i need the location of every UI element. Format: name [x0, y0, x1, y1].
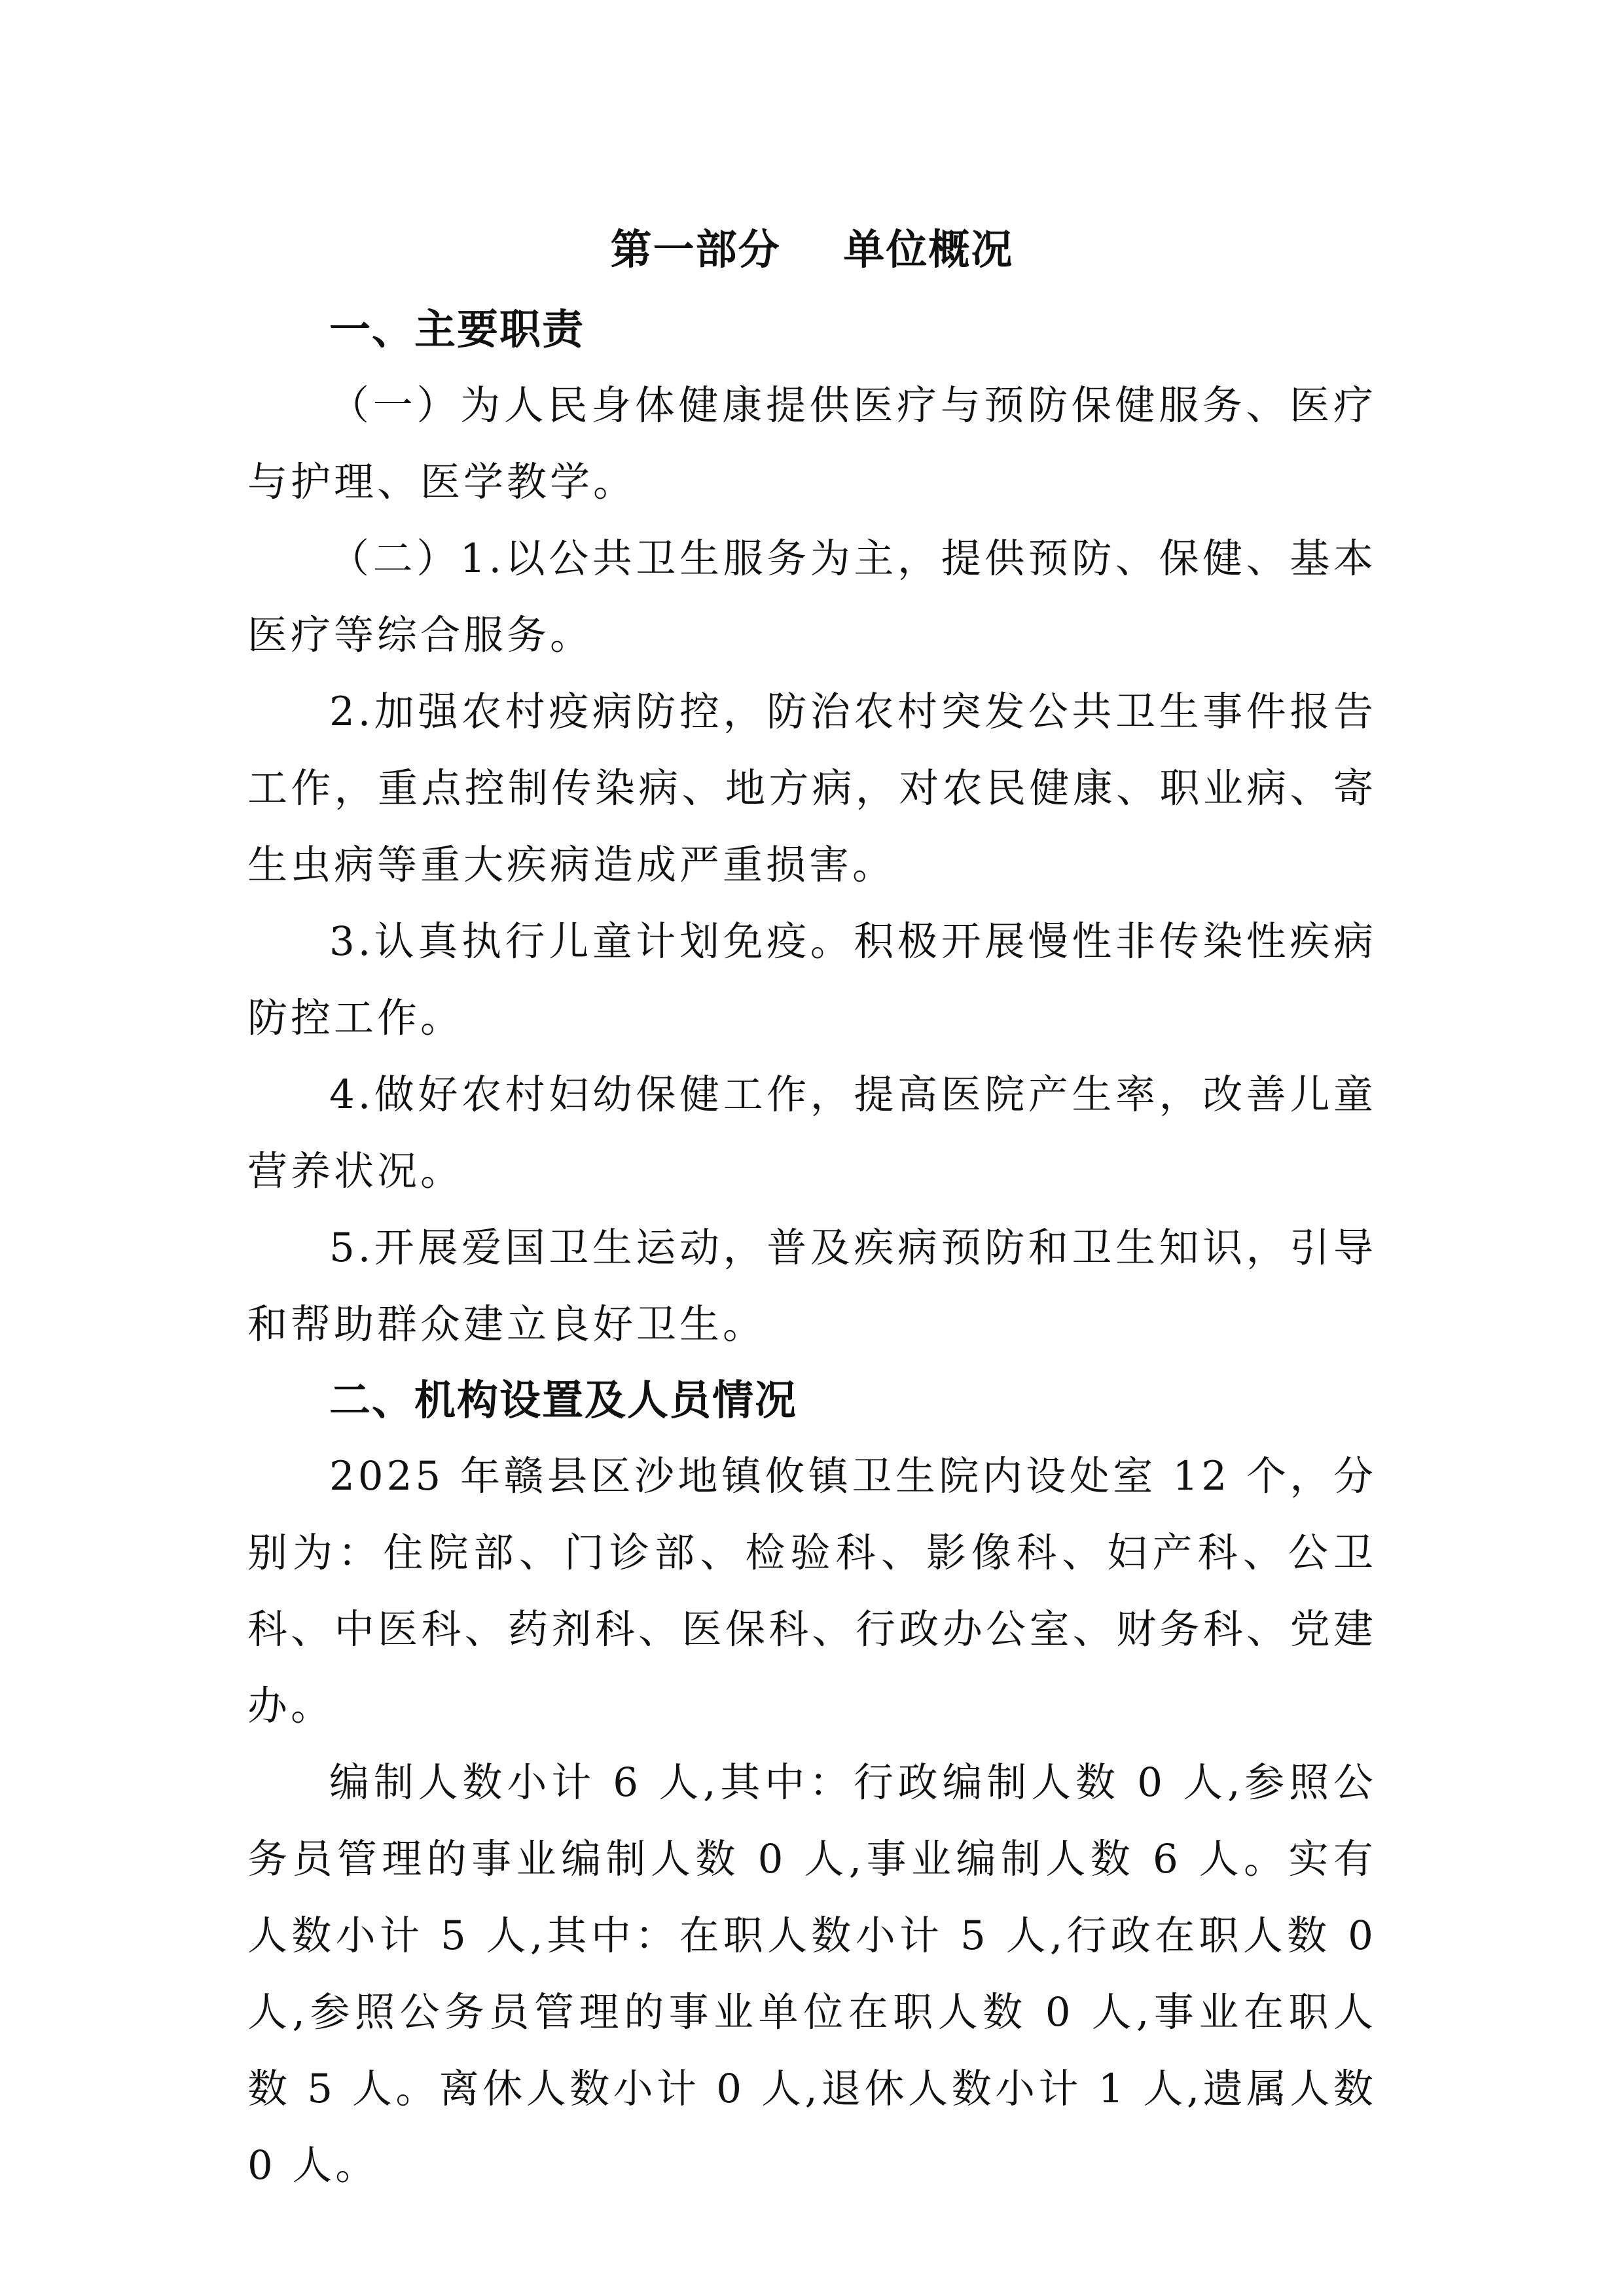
- paragraph-duty-1: （一）为人民身体健康提供医疗与预防保健服务、医疗与护理、医学教学。: [247, 382, 1377, 505]
- paragraph-departments: 2025 年赣县区沙地镇攸镇卫生院内设处室 12 个，分别为：住院部、门诊部、检验科、影像科、妇产科、公卫科、中医科、药剂科、医保科、行政办公室、财务科、党建办。: [247, 1453, 1377, 1729]
- page-title: 第一部分 单位概况: [610, 226, 1014, 274]
- section-heading-organization: 二、机构设置及人员情况: [329, 1376, 797, 1424]
- section-heading-main-duties: 一、主要职责: [329, 306, 585, 353]
- paragraph-duty-2-1: （二）1.以公共卫生服务为主，提供预防、保健、基本医疗等综合服务。: [247, 535, 1377, 658]
- paragraph-staffing: 编制人数小计 6 人,其中：行政编制人数 0 人,参照公务员管理的事业编制人数 0 人,事业编制人数 6 人。实有人数小计 5 人,其中：在职人数小计 5 人,行政在职人数 0 人,参照公务员管理的事业单位在职人数 0 人,事业在职人数 5 人。离休人数小计 0 人,退休人数小计 1 人,遗属人数 0 人。: [247, 1759, 1377, 2189]
- document-body: [247, 208, 1377, 2204]
- paragraph-duty-2-5: 5.开展爱国卫生运动，普及疾病预防和卫生知识，引导和帮助群众建立良好卫生。: [247, 1225, 1377, 1348]
- paragraph-duty-2-3: 3.认真执行儿童计划免疫。积极开展慢性非传染性疾病防控工作。: [247, 918, 1377, 1041]
- paragraph-duty-2-2: 2.加强农村疫病防控，防治农村突发公共卫生事件报告工作，重点控制传染病、地方病，对农民健康、职业病、寄生虫病等重大疾病造成严重损害。: [247, 689, 1377, 888]
- paragraph-duty-2-4: 4.做好农村妇幼保健工作，提高医院产生率，改善儿童营养状况。: [247, 1071, 1377, 1194]
